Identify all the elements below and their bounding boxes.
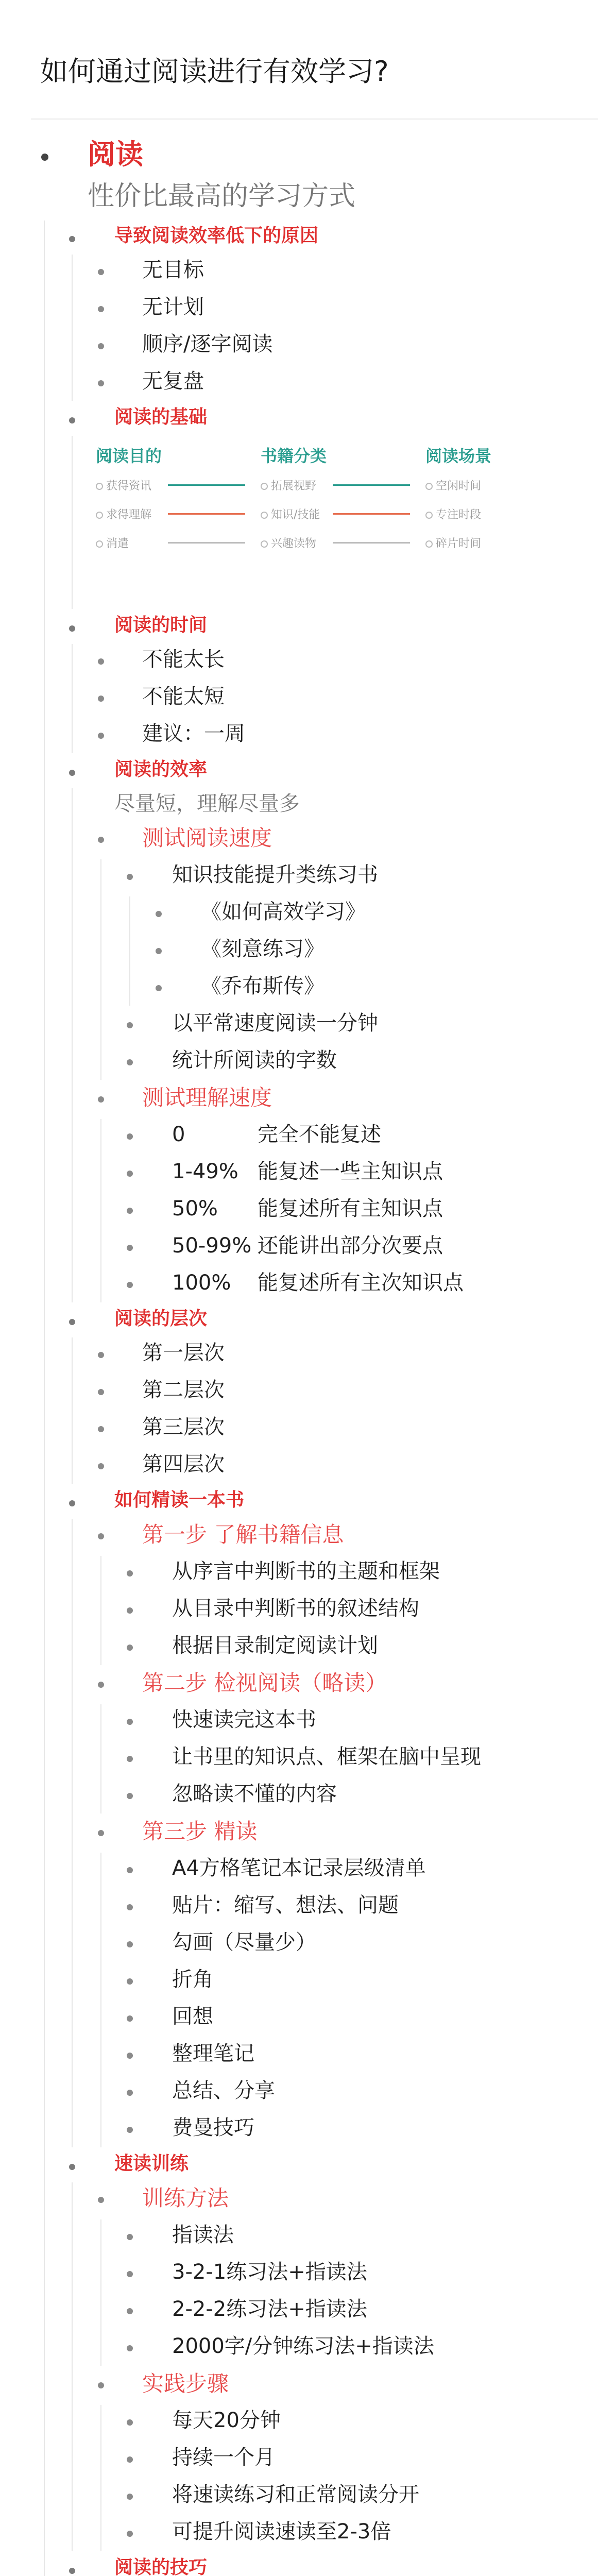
item-text: 从目录中判断书的叙述结构 <box>172 1597 419 1620</box>
bullet-dot[interactable] <box>98 2197 104 2203</box>
diagram-cell <box>425 477 481 493</box>
diagram-cell-text: 获得资讯 <box>106 480 152 493</box>
circle-icon <box>96 483 103 490</box>
bullet-dot[interactable] <box>98 306 104 312</box>
bullet-dot[interactable] <box>98 1389 104 1395</box>
bullet-dot[interactable] <box>156 911 162 917</box>
diagram-link-line <box>168 542 245 544</box>
item-text: 第一步 了解书籍信息 <box>142 1522 344 1547</box>
bullet-dot[interactable] <box>98 1463 104 1469</box>
bullet-dot[interactable] <box>127 1171 133 1177</box>
bullet-dot[interactable] <box>127 2015 133 2022</box>
diagram-link-line <box>333 484 410 486</box>
bullet-dot[interactable] <box>127 1719 133 1725</box>
diagram-cell-text: 消遣 <box>106 537 129 550</box>
bullet-dot[interactable] <box>69 2568 75 2574</box>
item-text: 可提升阅读速读至2-3倍 <box>172 2520 391 2544</box>
bullet-dot[interactable] <box>127 1904 133 1910</box>
bullet-dot[interactable] <box>127 2090 133 2096</box>
item-text: 3-2-1练习法+指读法 <box>172 2260 367 2284</box>
comprehension-text: 能复述所有主次知识点 <box>258 1271 464 1295</box>
page-title: 如何通过阅读进行有效学习? <box>40 55 389 88</box>
item-text: 阅读的基础 <box>114 406 208 428</box>
bullet-dot[interactable] <box>98 837 104 843</box>
circle-icon <box>261 483 268 490</box>
item-text: 性价比最高的学习方式 <box>88 181 356 212</box>
diagram-column-heading: 阅读目的 <box>96 446 162 466</box>
item-text: 第二步 检视阅读（略读） <box>142 1670 387 1696</box>
item-text: 第四层次 <box>142 1452 225 1476</box>
diagram-cell-text: 兴趣读物 <box>271 537 317 550</box>
bullet-dot[interactable] <box>69 1319 75 1325</box>
diagram-cell <box>96 477 151 493</box>
diagram-cell-text: 专注时段 <box>436 509 482 521</box>
diagram-link-line <box>333 542 410 544</box>
bullet-dot[interactable] <box>98 1830 104 1836</box>
bullet-dot[interactable] <box>41 154 48 161</box>
circle-icon <box>425 540 433 548</box>
bullet-dot[interactable] <box>127 1756 133 1762</box>
diagram-cell <box>425 535 481 551</box>
bullet-dot[interactable] <box>98 1096 104 1103</box>
bullet-dot[interactable] <box>98 696 104 702</box>
item-text: 知识技能提升类练习书 <box>172 863 378 887</box>
bullet-dot[interactable] <box>127 2271 133 2277</box>
bullet-dot[interactable] <box>127 2345 133 2351</box>
item-text: 总结、分享 <box>172 2079 275 2103</box>
item-text: 将速读练习和正常阅读分开 <box>172 2483 419 2506</box>
item-text: 《刻意练习》 <box>201 937 324 961</box>
bullet-dot[interactable] <box>69 2164 75 2170</box>
reading-basics-diagram <box>96 443 508 567</box>
item-text: 建议：一周 <box>142 722 245 745</box>
item-text: 如何精读一本书 <box>114 1489 245 1511</box>
item-text: 第一层次 <box>142 1341 225 1365</box>
item-text: 整理笔记 <box>172 2042 254 2065</box>
comprehension-text: 能复述一些主知识点 <box>258 1160 443 1183</box>
item-text: 贴片：缩写、想法、问题 <box>172 1893 399 1917</box>
bullet-dot[interactable] <box>127 2456 133 2463</box>
diagram-link-line <box>168 513 245 515</box>
item-text: A4方格笔记本记录层级清单 <box>172 1856 426 1880</box>
bullet-dot[interactable] <box>127 874 133 880</box>
diagram-column-heading: 书籍分类 <box>261 446 327 466</box>
item-text: 《如何高效学习》 <box>201 900 366 924</box>
item-text: 无目标 <box>142 258 204 282</box>
item-text: 1-49% <box>172 1160 238 1183</box>
item-text: 顺序/逐字阅读 <box>142 332 273 356</box>
bullet-dot[interactable] <box>127 1793 133 1799</box>
bullet-dot[interactable] <box>127 1059 133 1065</box>
item-text: 持续一个月 <box>172 2446 275 2469</box>
diagram-cell <box>261 535 316 551</box>
comprehension-text: 能复述所有主知识点 <box>258 1197 443 1221</box>
bullet-dot[interactable] <box>98 1426 104 1432</box>
item-text: 50-99% <box>172 1234 252 1258</box>
bullet-dot[interactable] <box>98 380 104 386</box>
item-text: 指读法 <box>172 2223 234 2247</box>
item-text: 统计所阅读的字数 <box>172 1048 337 1072</box>
item-text: 速读训练 <box>114 2153 189 2174</box>
diagram-cell-text: 空闲时间 <box>436 480 482 493</box>
bullet-dot[interactable] <box>127 2127 133 2133</box>
circle-icon <box>96 512 103 519</box>
diagram-cell-text: 碎片时间 <box>436 537 482 550</box>
item-text: 无计划 <box>142 295 204 319</box>
bullet-dot[interactable] <box>127 2531 133 2537</box>
item-text: 折角 <box>172 1968 213 1991</box>
item-text: 从序言中判断书的主题和框架 <box>172 1560 440 1583</box>
item-text: 阅读 <box>88 138 143 171</box>
bullet-dot[interactable] <box>127 1570 133 1577</box>
item-text: 训练方法 <box>142 2185 229 2211</box>
bullet-dot[interactable] <box>69 417 75 423</box>
bullet-dot[interactable] <box>69 770 75 776</box>
diagram-cell <box>425 506 481 522</box>
diagram-cell <box>96 506 151 522</box>
circle-icon <box>425 512 433 519</box>
item-text: 测试理解速度 <box>142 1085 272 1110</box>
bullet-dot[interactable] <box>69 236 75 242</box>
bullet-dot[interactable] <box>127 1607 133 1614</box>
bullet-dot[interactable] <box>127 1245 133 1251</box>
item-text: 导致阅读效率低下的原因 <box>114 225 319 246</box>
item-text: 回想 <box>172 2005 213 2028</box>
bullet-dot[interactable] <box>69 1500 75 1506</box>
bullet-dot[interactable] <box>127 1978 133 1985</box>
item-text: 《乔布斯传》 <box>201 974 324 998</box>
bullet-dot[interactable] <box>98 269 104 275</box>
bullet-dot[interactable] <box>98 658 104 665</box>
item-text: 阅读的层次 <box>114 1308 208 1329</box>
item-text: 100% <box>172 1271 231 1295</box>
item-text: 无复盘 <box>142 369 204 393</box>
circle-icon <box>261 512 268 519</box>
item-text: 费曼技巧 <box>172 2116 254 2140</box>
diagram-cell <box>96 535 129 551</box>
diagram-cell <box>261 506 320 522</box>
diagram-cell <box>261 477 316 493</box>
item-text: 以平常速度阅读一分钟 <box>172 1011 378 1035</box>
item-text: 让书里的知识点、框架在脑中呈现 <box>172 1745 481 1769</box>
item-text: 阅读的技巧 <box>114 2557 208 2576</box>
item-text: 第三层次 <box>142 1415 225 1439</box>
diagram-cell-text: 知识/技能 <box>271 509 320 521</box>
diagram-cell-text: 求得理解 <box>106 509 152 521</box>
bullet-dot[interactable] <box>98 733 104 739</box>
item-text: 测试阅读速度 <box>142 825 272 851</box>
item-text: 2000字/分钟练习法+指读法 <box>172 2334 434 2358</box>
item-text: 勾画（尽量少） <box>172 1930 316 1954</box>
item-text: 忽略读不懂的内容 <box>172 1782 337 1806</box>
bullet-dot[interactable] <box>98 1682 104 1688</box>
diagram-link-line <box>333 513 410 515</box>
bullet-dot[interactable] <box>98 2382 104 2388</box>
bullet-dot[interactable] <box>127 1867 133 1873</box>
bullet-dot[interactable] <box>98 343 104 349</box>
bullet-dot[interactable] <box>69 625 75 632</box>
item-text: 实践步骤 <box>142 2371 229 2396</box>
item-text: 尽量短，理解尽量多 <box>114 792 300 816</box>
item-text: 每天20分钟 <box>172 2409 281 2432</box>
bullet-dot[interactable] <box>127 1022 133 1028</box>
circle-icon <box>261 540 268 548</box>
item-text: 不能太长 <box>142 648 225 671</box>
item-text: 50% <box>172 1197 218 1221</box>
diagram-link-line <box>168 484 245 486</box>
diagram-column-heading: 阅读场景 <box>425 446 492 466</box>
bullet-dot[interactable] <box>127 1941 133 1947</box>
bullet-dot[interactable] <box>127 2308 133 2314</box>
title-separator <box>31 118 598 120</box>
item-text: 2-2-2练习法+指读法 <box>172 2297 367 2321</box>
diagram-cell-text: 拓展视野 <box>271 480 317 493</box>
comprehension-text: 完全不能复述 <box>258 1123 381 1146</box>
bullet-dot[interactable] <box>127 2053 133 2059</box>
item-text: 阅读的时间 <box>114 615 208 636</box>
item-text: 不能太短 <box>142 685 225 708</box>
item-text: 快速读完这本书 <box>172 1708 316 1732</box>
bullet-dot[interactable] <box>127 1208 133 1214</box>
bullet-dot[interactable] <box>98 1533 104 1539</box>
circle-icon <box>96 540 103 548</box>
bullet-dot[interactable] <box>127 1645 133 1651</box>
item-text: 阅读的效率 <box>114 759 208 780</box>
item-text: 根据目录制定阅读计划 <box>172 1634 378 1657</box>
bullet-dot[interactable] <box>127 1282 133 1288</box>
item-text: 第二层次 <box>142 1378 225 1402</box>
bullet-dot[interactable] <box>127 2419 133 2426</box>
bullet-dot[interactable] <box>98 1352 104 1358</box>
item-text: 第三步 精读 <box>142 1819 258 1844</box>
item-text: 0 <box>172 1123 185 1146</box>
bullet-dot[interactable] <box>156 985 162 991</box>
circle-icon <box>425 483 433 490</box>
bullet-dot[interactable] <box>127 1133 133 1140</box>
bullet-dot[interactable] <box>127 2494 133 2500</box>
comprehension-text: 还能讲出部分次要点 <box>258 1234 443 1258</box>
bullet-dot[interactable] <box>156 948 162 954</box>
bullet-dot[interactable] <box>127 2234 133 2240</box>
